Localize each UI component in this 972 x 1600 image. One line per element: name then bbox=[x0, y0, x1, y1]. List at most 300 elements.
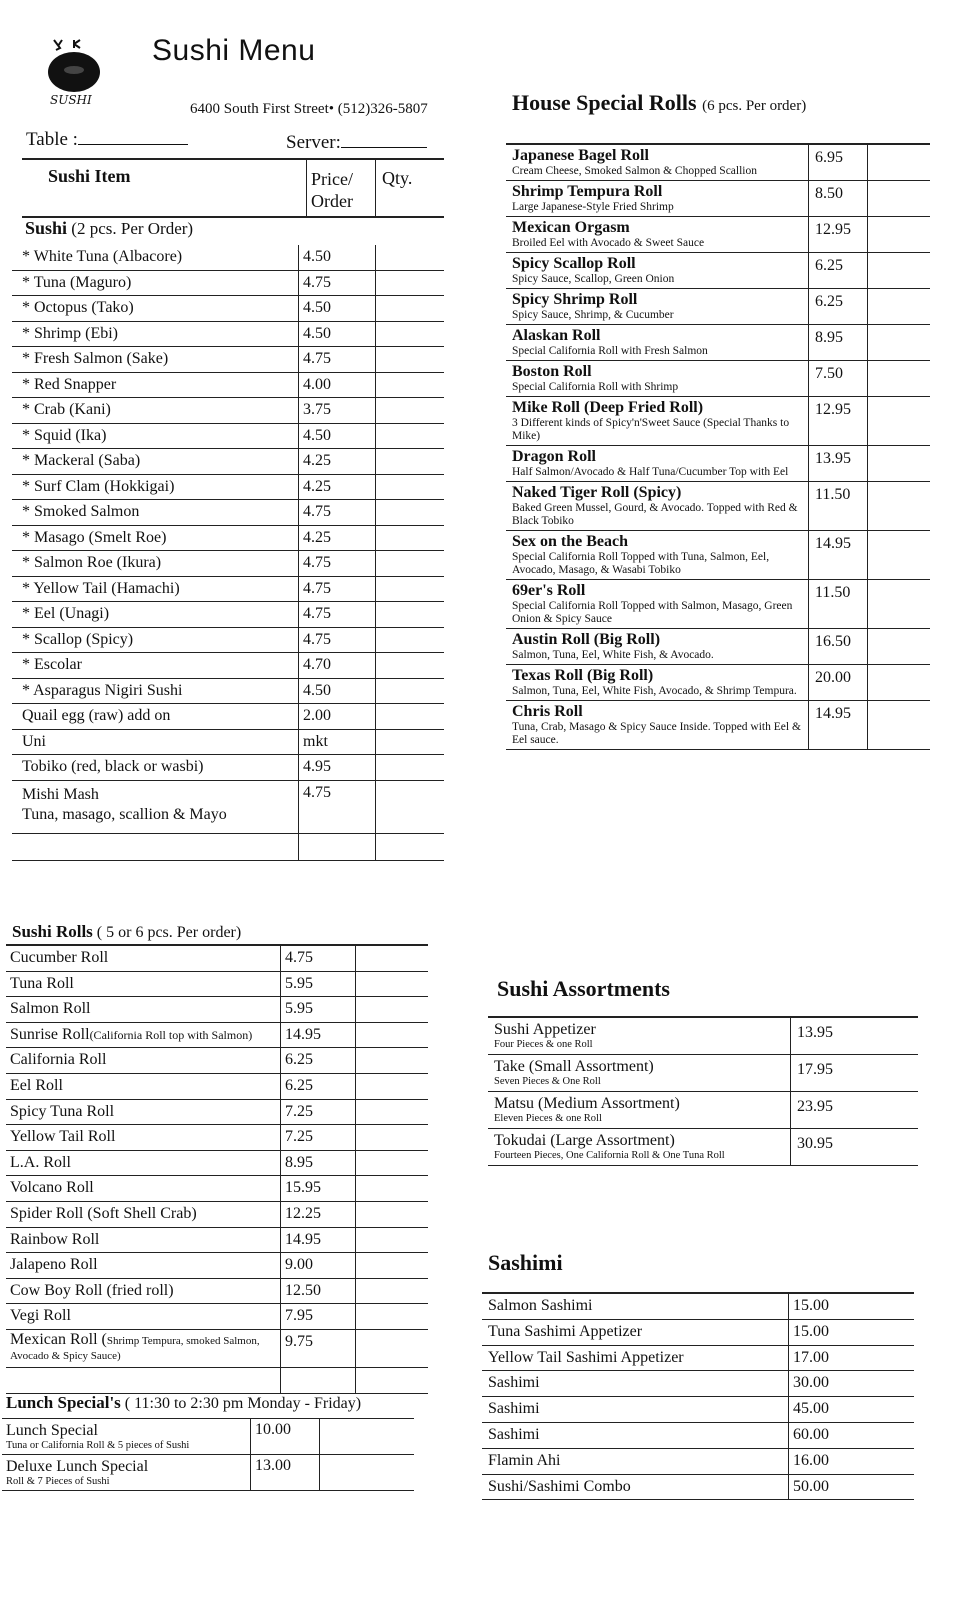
item-price: 60.00 bbox=[789, 1422, 854, 1448]
table-row bbox=[12, 729, 444, 755]
item-price: 13.00 bbox=[251, 1455, 320, 1491]
table-row bbox=[506, 181, 930, 217]
item-price: 8.95 bbox=[281, 1150, 356, 1176]
roll-name: Japanese Bagel Roll bbox=[512, 147, 649, 164]
qty-cell[interactable] bbox=[868, 325, 931, 361]
table-row bbox=[6, 1150, 428, 1176]
item-description: Shrimp Tempura, smoked Salmon, bbox=[106, 1334, 260, 1347]
mishi-mash-name: Mishi Mash bbox=[22, 785, 99, 803]
item-price: 4.75 bbox=[299, 500, 376, 526]
roll-price: 11.50 bbox=[809, 482, 868, 531]
item-name: Tuna Roll bbox=[6, 971, 281, 997]
item-price: 4.70 bbox=[299, 653, 376, 679]
table-row bbox=[12, 576, 444, 602]
qty-cell[interactable] bbox=[376, 296, 445, 322]
item-price: 30.00 bbox=[789, 1371, 854, 1397]
item-price: 4.50 bbox=[299, 678, 376, 704]
item-price: 12.50 bbox=[281, 1278, 356, 1304]
table-row bbox=[12, 296, 444, 322]
qty-cell[interactable] bbox=[868, 289, 931, 325]
qty-cell[interactable] bbox=[356, 1150, 429, 1176]
table-row bbox=[12, 602, 444, 628]
item-name: * Escolar bbox=[12, 653, 299, 679]
item-price: 4.50 bbox=[299, 245, 376, 270]
lunch-heading: Lunch Special's ( 11:30 to 2:30 pm Monday - Friday) bbox=[6, 1393, 362, 1412]
table-row bbox=[2, 1419, 414, 1455]
qty-cell[interactable] bbox=[853, 1448, 914, 1474]
qty-cell[interactable] bbox=[868, 217, 931, 253]
item-price: 15.00 bbox=[789, 1319, 854, 1345]
roll-description: Salmon, Tuna, Eel, White Fish, Avocado, & Shrimp Tempura. bbox=[512, 685, 797, 697]
roll-name: Alaskan Roll bbox=[512, 327, 601, 344]
table-row bbox=[6, 1048, 428, 1074]
qty-cell[interactable] bbox=[868, 531, 931, 580]
table-row bbox=[482, 1345, 914, 1371]
qty-cell[interactable] bbox=[853, 1293, 914, 1319]
roll-price: 6.25 bbox=[809, 289, 868, 325]
item-price: 45.00 bbox=[789, 1397, 854, 1423]
qty-cell[interactable] bbox=[853, 1345, 914, 1371]
qty-cell[interactable] bbox=[868, 181, 931, 217]
table-row bbox=[12, 423, 444, 449]
roll-name: Spicy Shrimp Roll bbox=[512, 291, 638, 308]
qty-cell[interactable] bbox=[356, 1304, 429, 1330]
roll-name: Texas Roll (Big Roll) bbox=[512, 667, 654, 684]
qty-cell[interactable] bbox=[868, 665, 931, 701]
item-name: * Smoked Salmon bbox=[12, 500, 299, 526]
qty-cell[interactable] bbox=[376, 755, 445, 781]
qty-cell[interactable] bbox=[868, 629, 931, 665]
roll-name: 69er's Roll bbox=[512, 582, 586, 599]
restaurant-logo bbox=[44, 36, 116, 108]
qty-cell[interactable] bbox=[853, 1371, 914, 1397]
item-name: Eel Roll bbox=[6, 1073, 281, 1099]
item-description: (California Roll top with Salmon) bbox=[89, 1027, 253, 1042]
roll-name: Dragon Roll bbox=[512, 448, 596, 465]
roll-price: 6.95 bbox=[809, 144, 868, 181]
table-row bbox=[2, 1455, 414, 1491]
item-description: Seven Pieces & One Roll bbox=[494, 1076, 601, 1087]
item-price: 9.75 bbox=[281, 1329, 356, 1367]
house-rolls-heading: House Special Rolls (6 pcs. Per order) bbox=[512, 90, 807, 115]
mishi-mash-price: 4.75 bbox=[299, 780, 376, 833]
qty-cell[interactable] bbox=[376, 551, 445, 577]
roll-price: 13.95 bbox=[809, 446, 868, 482]
lunch-table bbox=[2, 1418, 414, 1491]
roll-description: Tuna, Crab, Masago & Spicy Sauce Inside. Topped with Eel & Eel sauce. bbox=[512, 721, 801, 746]
qty-cell[interactable] bbox=[376, 525, 445, 551]
item-price: mkt bbox=[299, 729, 376, 755]
qty-cell[interactable] bbox=[853, 1422, 914, 1448]
item-name: * Masago (Smelt Roe) bbox=[12, 525, 299, 551]
table-row bbox=[12, 653, 444, 679]
item-name: Lunch Special bbox=[6, 1422, 98, 1439]
table-row bbox=[6, 1253, 428, 1279]
qty-cell[interactable] bbox=[376, 245, 445, 270]
qty-cell[interactable] bbox=[356, 1227, 429, 1253]
qty-cell[interactable] bbox=[356, 945, 429, 971]
table-row bbox=[488, 1017, 918, 1055]
item-price: 7.25 bbox=[281, 1099, 356, 1125]
item-name: L.A. Roll bbox=[6, 1150, 281, 1176]
item-price: 6.25 bbox=[281, 1048, 356, 1074]
table-label: Table : bbox=[26, 129, 78, 150]
qty-cell[interactable] bbox=[356, 1099, 429, 1125]
item-price: 23.95 bbox=[791, 1092, 852, 1129]
item-name: Tokudai (Large Assortment) bbox=[494, 1132, 675, 1149]
qty-cell[interactable] bbox=[868, 482, 931, 531]
roll-price: 12.95 bbox=[809, 217, 868, 253]
table-input-line[interactable] bbox=[78, 128, 188, 145]
table-row bbox=[482, 1422, 914, 1448]
roll-name: Mike Roll (Deep Fried Roll) bbox=[512, 399, 704, 416]
price-column-header: Price/ Order bbox=[306, 160, 376, 216]
item-name: Quail egg (raw) add on bbox=[12, 704, 299, 730]
qty-cell[interactable] bbox=[356, 1125, 429, 1151]
qty-cell[interactable] bbox=[376, 347, 445, 373]
qty-cell[interactable] bbox=[356, 1201, 429, 1227]
item-price: 7.25 bbox=[281, 1125, 356, 1151]
table-row bbox=[6, 945, 428, 971]
roll-price: 6.25 bbox=[809, 253, 868, 289]
item-name: Salmon Roll bbox=[6, 997, 281, 1023]
table-row bbox=[482, 1448, 914, 1474]
item-price: 17.95 bbox=[791, 1055, 852, 1092]
roll-description: Special California Roll Topped with Salmon, Masago, Green Onion & Spicy Sauce bbox=[512, 600, 793, 625]
item-price: 5.95 bbox=[281, 997, 356, 1023]
item-price: 14.95 bbox=[281, 1227, 356, 1253]
item-name: Vegi Roll bbox=[6, 1304, 281, 1330]
qty-cell[interactable] bbox=[356, 1048, 429, 1074]
item-price: 4.75 bbox=[299, 602, 376, 628]
table-row bbox=[6, 1304, 428, 1330]
table-row bbox=[6, 1329, 428, 1367]
table-row bbox=[12, 270, 444, 296]
page-title: Sushi Menu bbox=[152, 34, 316, 67]
roll-description: Salmon, Tuna, Eel, White Fish, & Avocado. bbox=[512, 649, 714, 661]
qty-cell[interactable] bbox=[356, 997, 429, 1023]
table-row bbox=[12, 347, 444, 373]
qty-cell[interactable] bbox=[356, 1329, 429, 1367]
qty-cell[interactable] bbox=[851, 1092, 918, 1129]
house-rolls-table bbox=[506, 143, 930, 750]
roll-description: Spicy Sauce, Shrimp, & Cucumber bbox=[512, 309, 674, 321]
table-row bbox=[6, 1125, 428, 1151]
item-description: Tuna or California Roll & 5 pieces of Sushi bbox=[6, 1440, 190, 1451]
qty-cell[interactable] bbox=[376, 833, 445, 860]
qty-cell[interactable] bbox=[376, 474, 445, 500]
item-price: 30.95 bbox=[791, 1129, 852, 1166]
roll-price: 20.00 bbox=[809, 665, 868, 701]
item-name: Yellow Tail Roll bbox=[6, 1125, 281, 1151]
table-row bbox=[506, 446, 930, 482]
item-name: * Octopus (Tako) bbox=[12, 296, 299, 322]
item-name: * White Tuna (Albacore) bbox=[12, 245, 299, 270]
item-price: 4.50 bbox=[299, 321, 376, 347]
item-price: 5.95 bbox=[281, 971, 356, 997]
roll-price: 8.95 bbox=[809, 325, 868, 361]
table-row bbox=[506, 665, 930, 701]
table-row bbox=[12, 678, 444, 704]
roll-price: 7.50 bbox=[809, 361, 868, 397]
qty-cell[interactable] bbox=[376, 423, 445, 449]
item-name: Deluxe Lunch Special bbox=[6, 1458, 149, 1475]
item-price: 17.00 bbox=[789, 1345, 854, 1371]
roll-description: 3 Different kinds of Spicy'n'Sweet Sauce (Special Thanks to Mike) bbox=[512, 417, 790, 442]
roll-price: 14.95 bbox=[809, 531, 868, 580]
item-name: Spicy Tuna Roll bbox=[6, 1099, 281, 1125]
qty-cell[interactable] bbox=[851, 1055, 918, 1092]
qty-cell[interactable] bbox=[868, 701, 931, 750]
qty-cell[interactable] bbox=[376, 653, 445, 679]
qty-cell[interactable] bbox=[376, 678, 445, 704]
table-row bbox=[506, 580, 930, 629]
mishi-mash-desc: Tuna, masago, scallion & Mayo bbox=[22, 805, 227, 823]
roll-name: Spicy Scallop Roll bbox=[512, 255, 636, 272]
item-name: Spider Roll (Soft Shell Crab) bbox=[6, 1201, 281, 1227]
roll-description: Broiled Eel with Avocado & Sweet Sauce bbox=[512, 237, 705, 249]
table-row bbox=[12, 833, 444, 860]
item-description: Avocado & Spicy Sauce) bbox=[10, 1349, 121, 1362]
item-price: 4.75 bbox=[299, 576, 376, 602]
roll-price: 12.95 bbox=[809, 397, 868, 446]
qty-cell[interactable] bbox=[853, 1474, 914, 1500]
item-name: Mexican Roll ( bbox=[10, 1330, 107, 1348]
qty-cell[interactable] bbox=[356, 1367, 429, 1393]
table-row bbox=[12, 245, 444, 270]
item-name: Sashimi bbox=[482, 1371, 789, 1397]
sushi-rolls-table bbox=[6, 944, 428, 1394]
qty-cell[interactable] bbox=[376, 627, 445, 653]
server-label: Server: bbox=[286, 132, 341, 153]
table-row bbox=[506, 361, 930, 397]
table-row bbox=[12, 627, 444, 653]
roll-description: Special California Roll Topped with Tuna, Salmon, Eel, Avocado, Masago, & Wasabi Tobiko bbox=[512, 551, 770, 576]
item-name: Rainbow Roll bbox=[6, 1227, 281, 1253]
item-price: 4.00 bbox=[299, 372, 376, 398]
roll-description: Cream Cheese, Smoked Salmon & Chopped Scallion bbox=[512, 165, 757, 177]
roll-description: Spicy Sauce, Scallop, Green Onion bbox=[512, 273, 675, 285]
item-name: * Tuna (Maguro) bbox=[12, 270, 299, 296]
item-price: 4.50 bbox=[299, 423, 376, 449]
qty-cell[interactable] bbox=[868, 397, 931, 446]
roll-price: 16.50 bbox=[809, 629, 868, 665]
qty-cell[interactable] bbox=[868, 361, 931, 397]
item-price: 4.75 bbox=[299, 270, 376, 296]
item-price: 4.25 bbox=[299, 525, 376, 551]
table-row bbox=[12, 704, 444, 730]
table-row bbox=[506, 325, 930, 361]
table-row bbox=[12, 474, 444, 500]
table-row bbox=[12, 500, 444, 526]
server-input-line[interactable] bbox=[341, 131, 427, 148]
table-row bbox=[12, 398, 444, 424]
roll-description: Special California Roll with Shrimp bbox=[512, 381, 679, 393]
item-name: Flamin Ahi bbox=[482, 1448, 789, 1474]
table-row bbox=[482, 1397, 914, 1423]
item-price: 4.75 bbox=[299, 551, 376, 577]
qty-cell[interactable] bbox=[851, 1017, 918, 1055]
qty-cell[interactable] bbox=[376, 729, 445, 755]
item-name: Yellow Tail Sashimi Appetizer bbox=[482, 1345, 789, 1371]
item-name: Sunrise Roll bbox=[10, 1025, 90, 1043]
sushi-item-column-header: Sushi Item bbox=[48, 166, 131, 186]
qty-cell[interactable] bbox=[376, 704, 445, 730]
qty-cell[interactable] bbox=[853, 1319, 914, 1345]
item-description: Eleven Pieces & one Roll bbox=[494, 1113, 602, 1124]
assortments-heading: Sushi Assortments bbox=[497, 976, 670, 1001]
qty-cell[interactable] bbox=[851, 1129, 918, 1166]
qty-cell[interactable] bbox=[376, 780, 445, 833]
table-row bbox=[482, 1474, 914, 1500]
table-row bbox=[6, 1073, 428, 1099]
table-row bbox=[506, 144, 930, 181]
item-name: California Roll bbox=[6, 1048, 281, 1074]
restaurant-address: 6400 South First Street• (512)326-5807 bbox=[190, 101, 428, 117]
table-row bbox=[6, 1099, 428, 1125]
item-price: 4.25 bbox=[299, 474, 376, 500]
qty-cell[interactable] bbox=[376, 500, 445, 526]
table-row bbox=[12, 525, 444, 551]
table-row bbox=[6, 1278, 428, 1304]
item-name: * Squid (Ika) bbox=[12, 423, 299, 449]
qty-cell[interactable] bbox=[376, 321, 445, 347]
item-name: * Scallop (Spicy) bbox=[12, 627, 299, 653]
item-name: * Mackeral (Saba) bbox=[12, 449, 299, 475]
item-name: * Yellow Tail (Hamachi) bbox=[12, 576, 299, 602]
item-name: Sushi Appetizer bbox=[494, 1021, 596, 1038]
qty-cell[interactable] bbox=[853, 1397, 914, 1423]
item-name: Salmon Sashimi bbox=[482, 1293, 789, 1319]
qty-column-header: Qty. bbox=[382, 168, 413, 188]
roll-name: Shrimp Tempura Roll bbox=[512, 183, 663, 200]
qty-cell[interactable] bbox=[868, 253, 931, 289]
table-row bbox=[12, 551, 444, 577]
table-row bbox=[6, 1176, 428, 1202]
qty-cell[interactable] bbox=[356, 1253, 429, 1279]
roll-price: 14.95 bbox=[809, 701, 868, 750]
roll-price: 11.50 bbox=[809, 580, 868, 629]
qty-cell[interactable] bbox=[376, 576, 445, 602]
table-row bbox=[6, 1367, 428, 1393]
item-name: * Shrimp (Ebi) bbox=[12, 321, 299, 347]
qty-cell[interactable] bbox=[356, 1278, 429, 1304]
table-row bbox=[12, 780, 444, 833]
item-name: * Surf Clam (Hokkigai) bbox=[12, 474, 299, 500]
sashimi-table bbox=[482, 1292, 914, 1500]
qty-cell[interactable] bbox=[376, 398, 445, 424]
table-row bbox=[12, 449, 444, 475]
qty-cell[interactable] bbox=[376, 270, 445, 296]
item-name: * Crab (Kani) bbox=[12, 398, 299, 424]
table-row bbox=[488, 1129, 918, 1166]
sushi-table bbox=[12, 245, 444, 861]
roll-name: Mexican Orgasm bbox=[512, 219, 630, 236]
roll-description: Baked Green Mussel, Gourd, & Avocado. Topped with Red & Black Tobiko bbox=[512, 502, 798, 527]
item-name: Matsu (Medium Assortment) bbox=[494, 1095, 680, 1112]
item-name: Cucumber Roll bbox=[6, 945, 281, 971]
table-row bbox=[506, 531, 930, 580]
sushi-section-heading: Sushi (2 pcs. Per Order) bbox=[25, 218, 194, 238]
qty-cell[interactable] bbox=[356, 1073, 429, 1099]
item-name: * Eel (Unagi) bbox=[12, 602, 299, 628]
qty-cell[interactable] bbox=[376, 449, 445, 475]
item-name: * Red Snapper bbox=[12, 372, 299, 398]
item-description: Fourteen Pieces, One California Roll & One Tuna Roll bbox=[494, 1150, 725, 1161]
roll-name: Boston Roll bbox=[512, 363, 592, 380]
item-price: 12.25 bbox=[281, 1201, 356, 1227]
roll-description: Special California Roll with Fresh Salmon bbox=[512, 345, 708, 357]
item-price: 6.25 bbox=[281, 1073, 356, 1099]
roll-price: 8.50 bbox=[809, 181, 868, 217]
svg-text:SUSHI: SUSHI bbox=[50, 93, 92, 107]
item-name: Sashimi bbox=[482, 1422, 789, 1448]
item-price: 7.95 bbox=[281, 1304, 356, 1330]
item-price: 15.95 bbox=[281, 1176, 356, 1202]
roll-description: Large Japanese-Style Fried Shrimp bbox=[512, 201, 674, 213]
qty-cell[interactable] bbox=[376, 602, 445, 628]
roll-name: Sex on the Beach bbox=[512, 533, 628, 550]
item-price: 13.95 bbox=[791, 1017, 852, 1055]
item-price: 3.75 bbox=[299, 398, 376, 424]
qty-cell[interactable] bbox=[356, 1022, 429, 1048]
table-row bbox=[482, 1293, 914, 1319]
item-name: Volcano Roll bbox=[6, 1176, 281, 1202]
table-row bbox=[506, 289, 930, 325]
assortments-table bbox=[488, 1016, 918, 1166]
table-row bbox=[12, 372, 444, 398]
roll-name: Chris Roll bbox=[512, 703, 583, 720]
item-name: Sashimi bbox=[482, 1397, 789, 1423]
qty-cell[interactable] bbox=[868, 446, 931, 482]
table-row bbox=[12, 755, 444, 781]
item-price: 10.00 bbox=[251, 1419, 320, 1455]
qty-cell[interactable] bbox=[376, 372, 445, 398]
qty-cell[interactable] bbox=[356, 971, 429, 997]
order-sheet-header bbox=[22, 158, 444, 218]
table-number-field[interactable] bbox=[26, 128, 188, 151]
qty-cell[interactable] bbox=[320, 1455, 415, 1491]
item-price: 15.00 bbox=[789, 1293, 854, 1319]
table-row bbox=[488, 1092, 918, 1129]
server-field[interactable] bbox=[286, 131, 427, 154]
roll-name: Austin Roll (Big Roll) bbox=[512, 631, 661, 648]
table-row bbox=[6, 1227, 428, 1253]
qty-cell[interactable] bbox=[356, 1176, 429, 1202]
roll-description: Half Salmon/Avocado & Half Tuna/Cucumber Top with Eel bbox=[512, 466, 789, 478]
table-row bbox=[506, 701, 930, 750]
table-row bbox=[6, 997, 428, 1023]
roll-name: Naked Tiger Roll (Spicy) bbox=[512, 484, 682, 501]
table-row bbox=[482, 1319, 914, 1345]
item-name: Take (Small Assortment) bbox=[494, 1058, 654, 1075]
item-name: * Fresh Salmon (Sake) bbox=[12, 347, 299, 373]
qty-cell[interactable] bbox=[868, 144, 931, 181]
table-row bbox=[506, 397, 930, 446]
qty-cell[interactable] bbox=[320, 1419, 415, 1455]
item-name: * Asparagus Nigiri Sushi bbox=[12, 678, 299, 704]
item-price: 50.00 bbox=[789, 1474, 854, 1500]
table-row bbox=[6, 1201, 428, 1227]
item-price: 4.50 bbox=[299, 296, 376, 322]
item-name: Tuna Sashimi Appetizer bbox=[482, 1319, 789, 1345]
table-row bbox=[12, 321, 444, 347]
item-name: Jalapeno Roll bbox=[6, 1253, 281, 1279]
qty-cell[interactable] bbox=[868, 580, 931, 629]
item-price: 4.75 bbox=[299, 347, 376, 373]
table-row bbox=[506, 482, 930, 531]
item-name: Sushi/Sashimi Combo bbox=[482, 1474, 789, 1500]
